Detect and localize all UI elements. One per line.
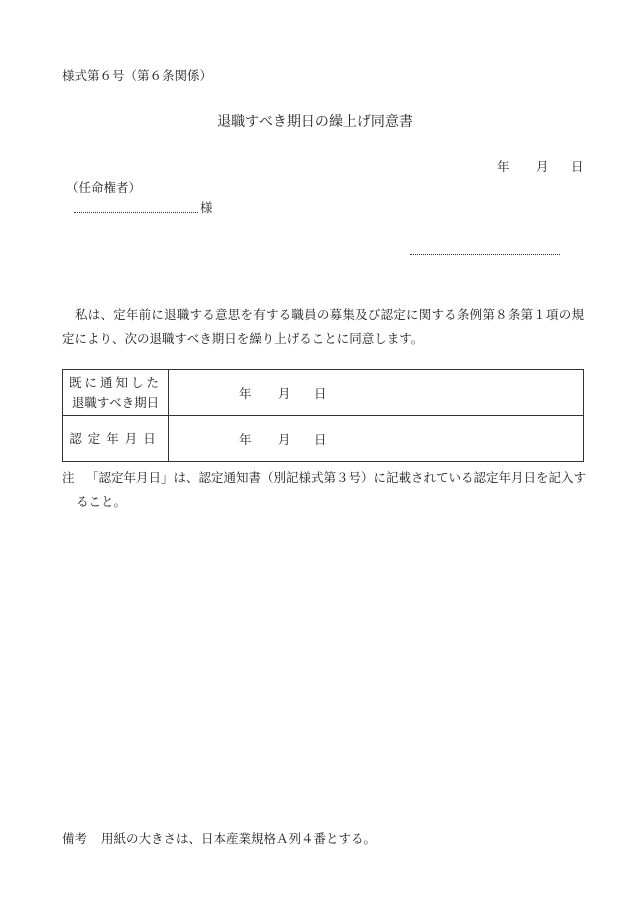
day-label: 日	[314, 431, 327, 447]
addressee-name-field[interactable]	[74, 206, 198, 213]
consent-statement: 私は、定年前に退職する意思を有する職員の募集及び認定に関する条例第８条第１項の規定により、次の退職すべき期日を繰り上げることに同意します。	[62, 307, 584, 346]
form-number: 様式第６号（第６条関係）	[62, 68, 213, 83]
approval-date-field[interactable]	[169, 416, 584, 462]
date-year-label: 年	[497, 159, 510, 174]
date-day-label: 日	[571, 159, 584, 174]
note-prefix: 注	[62, 470, 75, 485]
table-row	[63, 370, 584, 416]
appointer-label: （任命権者）	[66, 180, 142, 195]
date-month-label: 月	[536, 159, 549, 174]
approval-date-label	[63, 416, 169, 462]
remarks-prefix: 備考	[62, 831, 88, 846]
notified-retirement-date-field[interactable]	[169, 370, 584, 416]
label-text: 認定年月日	[69, 430, 162, 446]
month-label: 月	[278, 385, 291, 401]
day-label: 日	[314, 385, 327, 401]
note	[62, 466, 586, 514]
note-line-1: 「認定年月日」は、認定通知書（別記様式第３号）に記載されている認定年月日を記入す	[86, 470, 587, 485]
document-title: 退職すべき期日の繰上げ同意書	[217, 114, 413, 130]
table-row	[63, 416, 584, 462]
signature-field[interactable]	[410, 248, 560, 255]
month-label: 月	[278, 431, 291, 447]
year-label: 年	[239, 431, 252, 447]
notified-retirement-date-label	[63, 370, 169, 416]
remarks	[62, 829, 376, 847]
note-line-2: ること。	[76, 494, 127, 509]
date-table	[62, 369, 584, 462]
honorific-label: 様	[200, 200, 213, 215]
remarks-text: 用紙の大きさは、日本産業規格Ａ列４番とする。	[101, 831, 377, 846]
label-line-2: 退職すべき期日	[71, 394, 160, 410]
label-line-1: 既に通知した	[68, 374, 162, 390]
year-label: 年	[239, 385, 252, 401]
